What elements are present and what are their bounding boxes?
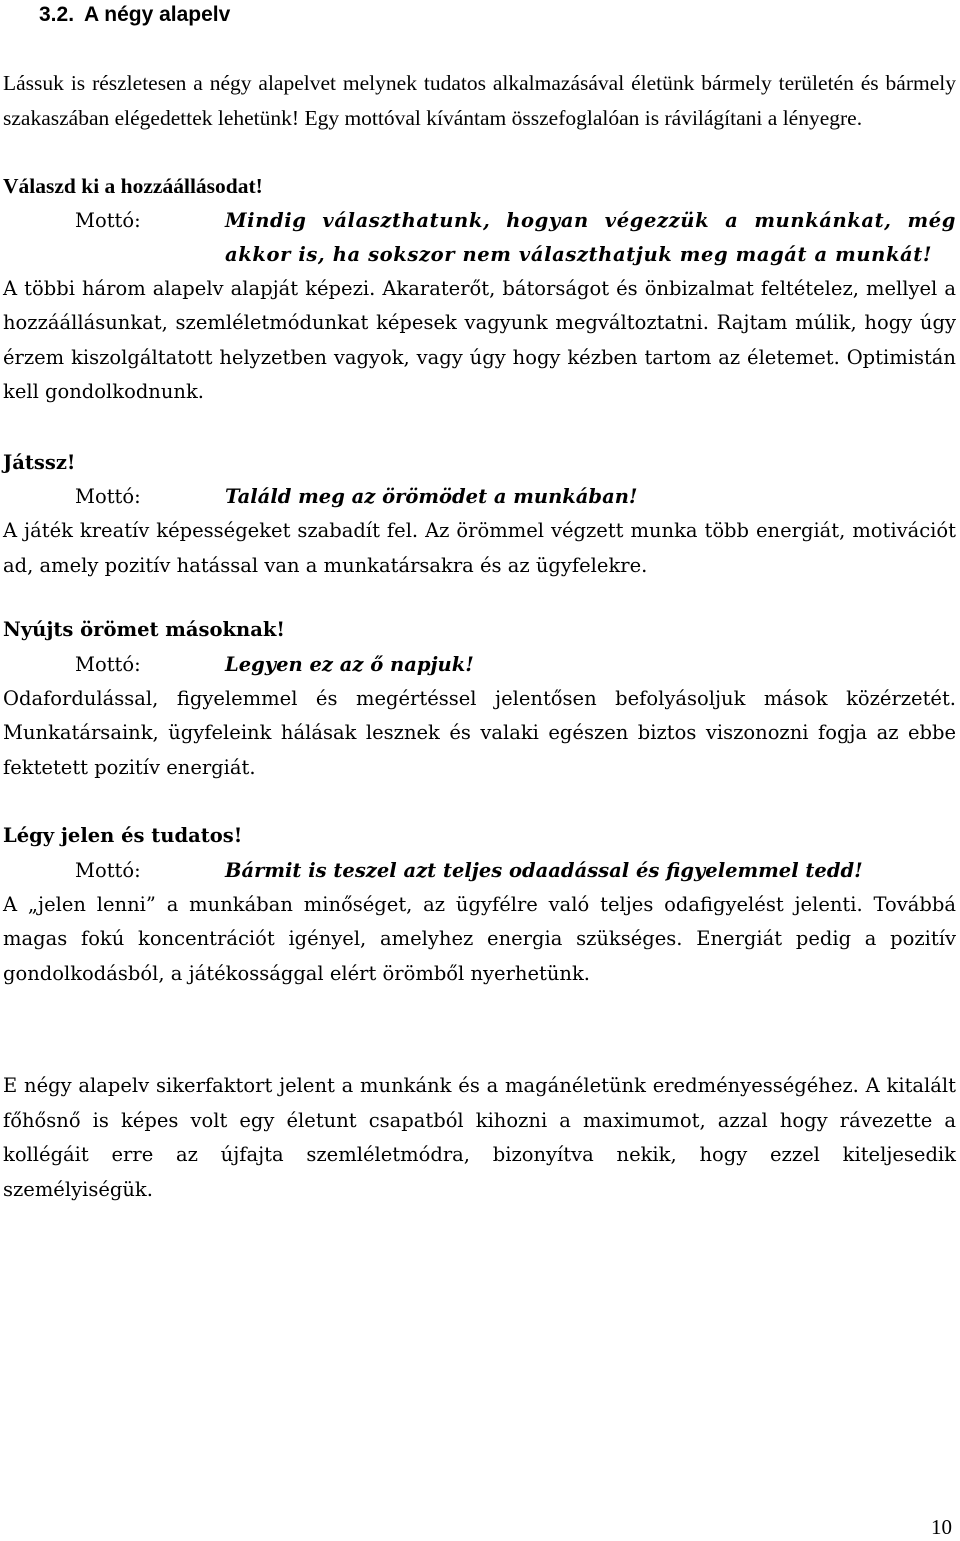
principle-title: Válaszd ki a hozzáállásodat! — [3, 174, 263, 198]
motto-row — [3, 854, 956, 888]
document-page — [3, 0, 956, 1207]
section-heading — [39, 2, 956, 28]
motto-label: Mottó: — [75, 652, 141, 676]
principle-body: A „jelen lenni” a munkában minőséget, az ügyfélre való teljes odafigyelést jelenti. Továbbá magas fokú koncentrációt igényel, amelyhez energia szükséges. Energiát pedig a pozitív gondolkodásból, a játékossággal elért örömből nyerhetünk. — [3, 892, 956, 985]
intro-paragraph: Lássuk is részletesen a négy alapelvet melynek tudatos alkalmazásával életünk bármely területén és bármely szakaszában elégedettek lehetünk! Egy mottóval kívántam összefoglalóan is rávilágítani a lényegre. — [3, 71, 956, 130]
motto-row — [3, 204, 956, 272]
motto-row — [3, 648, 956, 682]
motto-text: Mindig választhatunk, hogyan végezzük a munkánkat, még akkor is, ha sokszor nem választhatjuk meg magát a munkát! — [225, 208, 956, 266]
principle-title: Nyújts örömet másoknak! — [3, 618, 285, 641]
section-title: A négy alapelv — [84, 3, 231, 26]
principle-body: A többi három alapelv alapját képezi. Akaraterőt, bátorságot és önbizalmat feltételez, mellyel a hozzáállásunkat, szemléletmódunkat képesek vagyunk megváltoztatni. Rajtam múlik, hogy úgy érzem kiszolgáltatott helyzetben vagyok, vagy úgy hogy kézben tartom az életemet. Optimistán kell gondolkodnunk. — [3, 276, 956, 403]
motto-label: Mottó: — [75, 485, 141, 508]
principle-title: Játssz! — [3, 450, 76, 474]
principle-body: A játék kreatív képességeket szabadít fel. Az örömmel végzett munka több energiát, motivációt ad, amely pozitív hatással van a munkatársakra és az ügyfelekre. — [3, 519, 956, 577]
motto-text: Találd meg az örömödet a munkában! — [225, 485, 638, 508]
motto-label: Mottó: — [75, 208, 141, 232]
motto-label: Mottó: — [75, 858, 141, 882]
motto-text: Bármit is teszel azt teljes odaadással és figyelemmel tedd! — [225, 858, 863, 882]
motto-text: Legyen ez az ő napjuk! — [225, 652, 474, 676]
principle-title: Légy jelen és tudatos! — [3, 824, 243, 847]
motto-row — [3, 480, 956, 514]
section-number: 3.2. — [39, 3, 75, 26]
closing-paragraph: E négy alapelv sikerfaktort jelent a munkánk és a magánéletünk eredményességéhez. A kitalált főhősnő is képes volt egy életunt csapatból kihozni a maximumot, azzal hogy rávezette a kollégáit erre az újfajta szemléletmódra, bizonyítva nekik, hogy ezzel kiteljesedik személyiségük. — [3, 1074, 956, 1201]
page-number: 10 — [931, 1515, 952, 1539]
principle-body: Odafordulással, figyelemmel és megértéssel jelentősen befolyásoljuk mások közérzetét. Munkatársaink, ügyfeleink hálásak lesznek és valaki egészen biztos viszonozni fogja az ebbe fektetett pozitív energiát. — [3, 686, 956, 779]
